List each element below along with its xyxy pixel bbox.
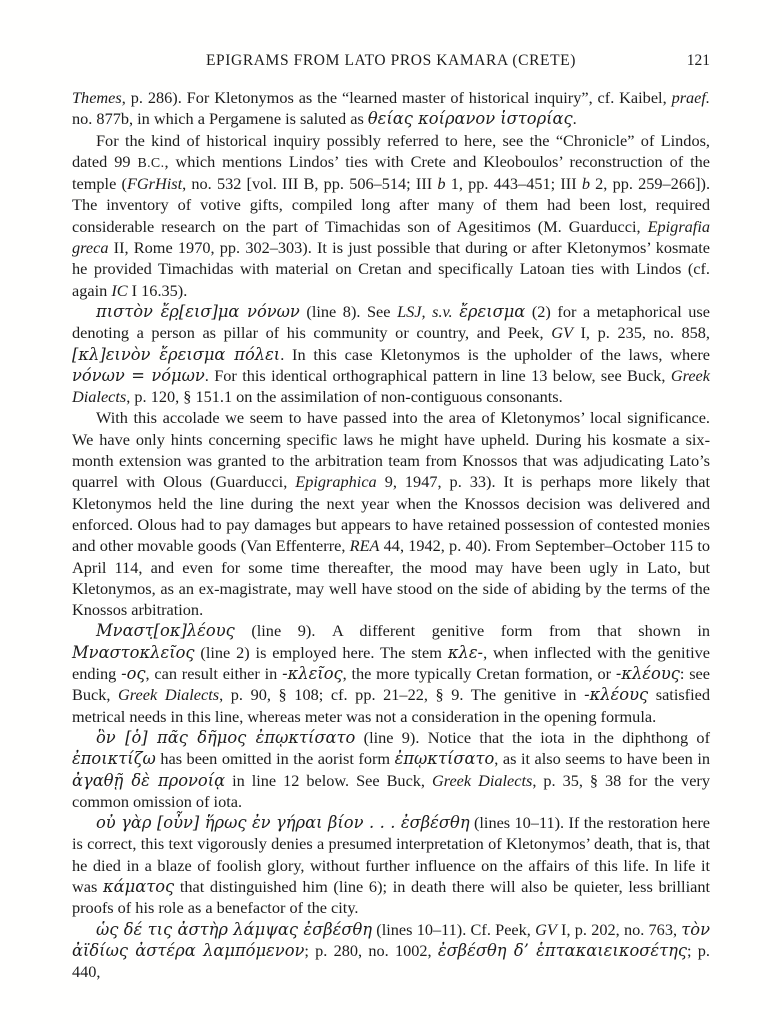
text-run: ; p. 440, — [72, 940, 710, 982]
text-run: . For this identical orthographical pattern in line 13 below, see Buck, — [204, 365, 671, 385]
italic-text: FGrHist — [126, 174, 183, 194]
text-run: : see Buck, — [72, 664, 710, 705]
greek-text: ἀγαθῇ δὲ προνοίᾳ — [72, 770, 226, 790]
italic-text: Themes — [72, 88, 122, 107]
italic-text: b — [437, 174, 446, 194]
text-run: (lines 10–11). If the restoration here is correct, this text vigorously denies a presumed interpretation of Kletonymos’ death, that is, that he died in a blaze of foolish glory, without further influence on the affairs of this life. In life it was — [72, 813, 710, 896]
text-run: For the kind of historical inquiry possibly referred to here, see the “Chronicle” of Lindos, dated 99 — [72, 130, 710, 171]
text-run: (line 8). See — [299, 301, 398, 321]
text-run: , as it also seems to have been in — [494, 749, 710, 769]
italic-text: Epigrafia greca — [72, 216, 710, 258]
greek-text: -ος — [121, 664, 146, 684]
paragraph — [72, 727, 710, 812]
greek-text: ἐπῳκτίσατο — [394, 749, 495, 769]
italic-text: Epigraphica — [295, 472, 377, 492]
greek-text: πιστὸν ἔρ̣[εισ]μα νόνων — [96, 301, 300, 321]
smallcaps-text: B.C. — [137, 154, 165, 170]
greek-text: Μναστ̣[οκ]λέους — [96, 621, 235, 641]
greek-text: ἔρεισμα — [459, 301, 526, 321]
text-run: , when inflected with the genitive ending — [72, 642, 710, 684]
text-run: satisfied metrical needs in this line, whereas meter was not a consideration in the opening formula. — [72, 685, 710, 726]
greek-text: -κλεῖος — [282, 664, 343, 684]
italic-text: b — [581, 174, 590, 194]
paragraph — [72, 620, 710, 726]
page-number: 121 — [686, 52, 710, 69]
paragraph — [72, 130, 710, 301]
text-run: no. 877b, in which a Pergamene is saluted as — [72, 109, 368, 129]
text-run: (lines 10–11). Cf. Peek, — [372, 919, 536, 939]
page-body — [72, 87, 710, 982]
text-run: , the more typically Cretan formation, or — [342, 664, 616, 684]
text-run: II, Rome 1970, pp. 302–303). It is just possible that during or after Kletonymos’ kosmate he provided Timachidas with material on Cretan and specifically Latoan ties with Lindos (cf. again — [72, 238, 710, 300]
text-run: (line 2) is employed here. The stem — [194, 642, 448, 662]
italic-text: REA — [349, 536, 380, 556]
text-run: . — [572, 109, 577, 129]
greek-text: ἐσβέσθη δ’ ἑπτακαιεικοσέτης — [437, 940, 687, 960]
text-run: , can result either in — [145, 664, 283, 684]
text-run: , p. 120, § 151.1 on the assimilation of non-contiguous consonants. — [126, 387, 563, 407]
page-header — [72, 52, 710, 70]
paragraph — [72, 87, 710, 130]
greek-text: [κλ]εινὸν ἔρεισμα πόλει — [72, 344, 281, 364]
greek-text: νόνων = νόμων — [72, 365, 205, 385]
greek-text: ἐποικτίζω — [72, 749, 156, 769]
greek-text: κάματος — [103, 876, 175, 896]
paragraph — [72, 301, 710, 407]
running-title: EPIGRAMS FROM LATO PROS KAMARA (CRETE) — [205, 52, 577, 69]
paragraph — [72, 919, 710, 983]
greek-text: -κλέους — [615, 664, 680, 684]
greek-text: ὃν [ὁ] πᾶς δῆμος ἐπῳκτίσατο — [96, 727, 356, 747]
text-run: (2) for a metaphorical use denoting a person as pillar of his community or country, and Peek, — [72, 301, 710, 343]
text-run: , p. 286). For Kletonymos as the “learned master of historical inquiry”, cf. Kaibel, — [121, 88, 672, 107]
italic-text: Greek Dialects — [431, 770, 533, 790]
text-run: 1, pp. 443–451; III — [445, 174, 582, 194]
text-run: in line 12 below. See Buck, — [225, 770, 432, 790]
italic-text: GV — [551, 323, 573, 343]
paragraph — [72, 812, 710, 918]
text-run: , no. 532 [vol. III B, pp. 506–514; III — [182, 174, 438, 194]
text-run: 2, pp. 259–266]). The inventory of votive gifts, compiled long after many of them had been lost, required considerable research on the part of Timachidas son of Agesitimos (M. Guarducci, — [72, 174, 711, 236]
italic-text: IC — [111, 280, 128, 300]
paragraph — [72, 407, 710, 620]
greek-text: οὐ γὰρ [οὖν] ἥρως ἐν γήραι βίον . . . ἐσβέσθη — [96, 813, 470, 833]
text-run: that distinguished him (line 6); in death there will also be quieter, less brilliant proofs of his role as a benefactor of the city. — [72, 876, 710, 918]
text-run: , p. 35, § 38 for the very common omission of iota. — [72, 770, 710, 811]
text-run: has been omitted in the aorist form — [155, 749, 395, 769]
greek-text: Μναστοκλεῖος — [72, 642, 195, 662]
text-run: I, p. 235, no. 858, — [572, 323, 711, 343]
greek-text: -κλέους — [584, 685, 649, 705]
text-run: (line 9). Notice that the iota in the diphthong of — [355, 727, 710, 747]
text-run: 9, 1947, p. 33). It is perhaps more likely that Kletonymos held the line during the next year when the Knossos decision was delivered and enforced. Olous had to pay damages but appears to have retained possession of contested monies and other movable goods (Van Effenterre, — [72, 472, 710, 556]
italic-text: LSJ, s.v. — [397, 301, 453, 321]
text-run: , p. 90, § 108; cf. pp. 21–22, § 9. The genitive in — [219, 685, 585, 705]
text-run: With this accolade we seem to have passed into the area of Kletonymos’ local significance. We have only hints concerning specific laws he might have upheld. During his kosmate a six-month extension was granted to the arbitration team from Knossos that was adjudicating Lato’s quarrel with Olous (Guarducci, — [72, 408, 710, 492]
greek-text: κλε- — [447, 642, 484, 662]
text-run: (line 9). A different genitive form from that shown in — [234, 621, 710, 641]
greek-text: τὸν ἀϊδίως ἀστέρα λαμπόμενον — [72, 919, 710, 960]
greek-text: ὡς δέ τις ἀστὴρ λάμψας ἐσβέσθη — [96, 919, 373, 939]
text-run: I 16.35). — [127, 280, 188, 300]
italic-text: GV — [535, 919, 557, 939]
greek-text: θείας κοίρανον ἱστορίας — [367, 109, 573, 129]
text-run: ; p. 280, no. 1002, — [304, 940, 438, 960]
text-run: . In this case Kletonymos is the upholder of the laws, where — [280, 344, 710, 364]
text-run: 44, 1942, p. 40). From September–October 115 to April 114, and even for some time thereafter, the mood may have been ugly in Lato, but Kletonymos, as an ex-magistrate, may well have stood on the side of abiding by the terms of the Knossos arbitration. — [72, 536, 711, 620]
text-run: I, p. 202, no. 763, — [556, 919, 682, 939]
italic-text: Greek Dialects — [72, 365, 711, 407]
text-run: , which mentions Lindos’ ties with Crete and Kleoboulos’ reconstruction of the temple ( — [72, 151, 710, 194]
italic-text: Greek Dialects — [118, 685, 220, 705]
italic-text: praef. — [671, 88, 710, 107]
